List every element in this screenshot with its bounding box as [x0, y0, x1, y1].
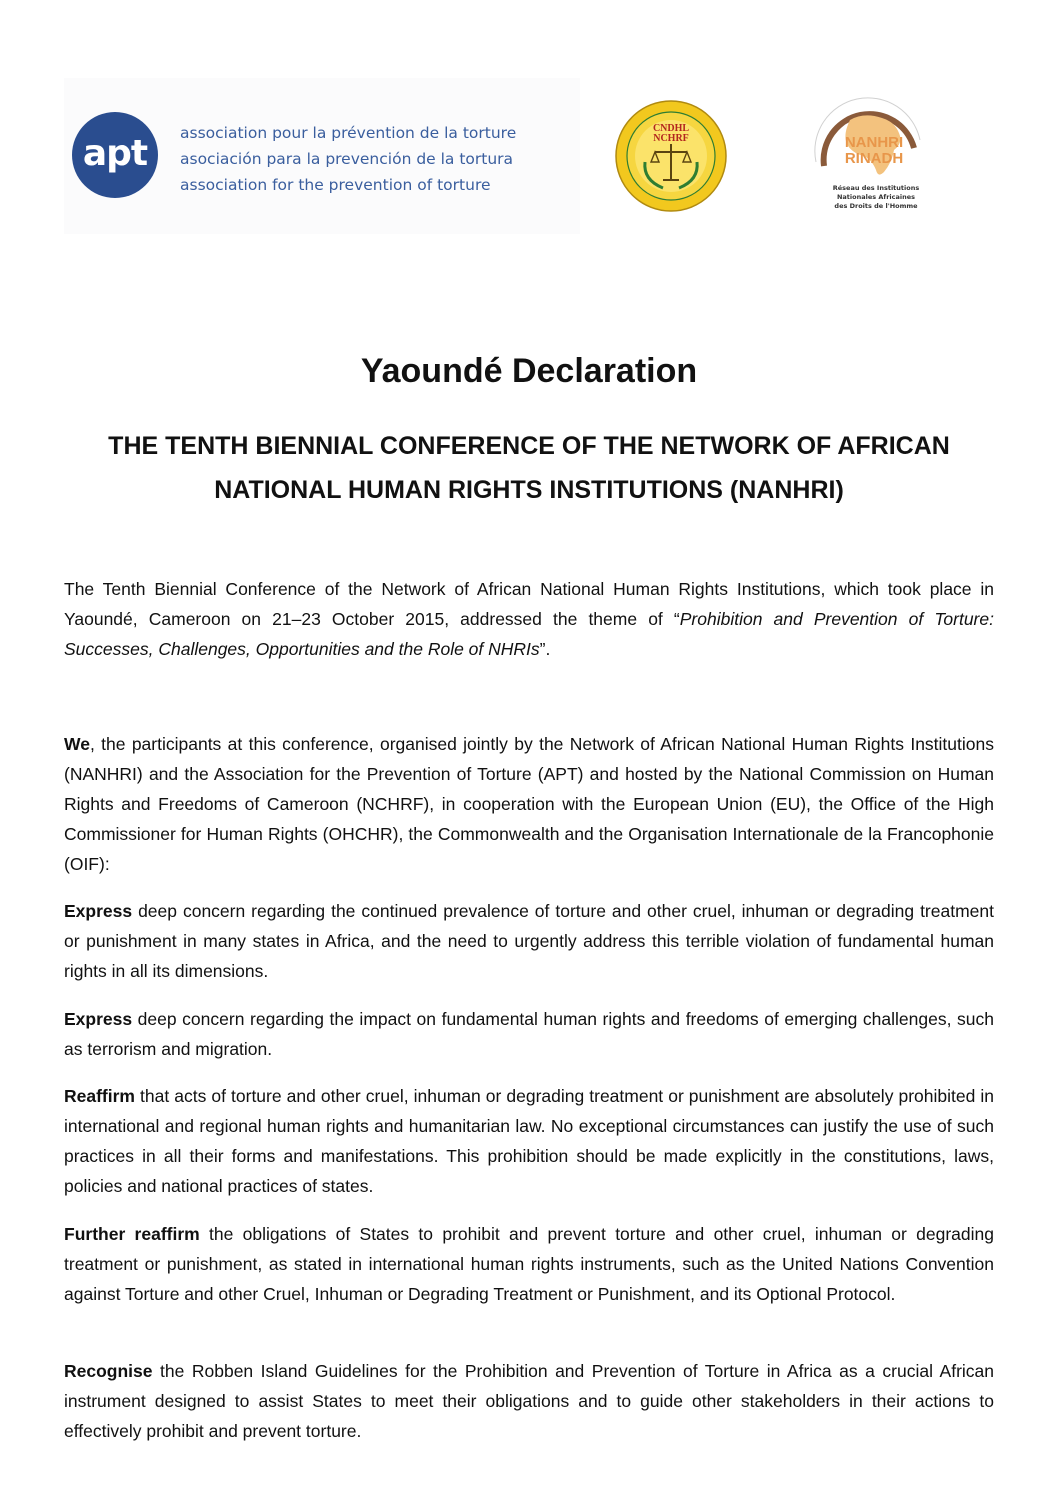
- paragraph-text: deep concern regarding the impact on fundamental human rights and freedoms of emerging challenges, such as terrorism and migration.: [64, 1009, 994, 1059]
- paragraph-we: [64, 729, 994, 879]
- seal-text-nchrf: NCHRF: [653, 133, 689, 144]
- nanhri-caption-2: Nationales Africaines: [836, 193, 916, 201]
- document-title: Yaoundé Declaration: [360, 352, 698, 390]
- paragraph-text: deep concern regarding the continued prevalence of torture and other cruel, inhuman or degrading treatment or punishment in many states in Africa, and the need to urgently address this terrible violation of fundamental human rights in all its dimensions.: [64, 901, 994, 981]
- intro-closing: ”.: [539, 639, 551, 659]
- header-logos: [0, 0, 1058, 250]
- apt-mark: apt: [72, 112, 158, 198]
- nanhri-logo-icon: [802, 92, 936, 222]
- seal-text-cndhl: CNDHL: [652, 123, 690, 134]
- paragraph-express-2: [64, 1004, 994, 1064]
- apt-names: [180, 120, 516, 198]
- paragraph-text: that acts of torture and other cruel, inhuman or degrading treatment or punishment are absolutely prohibited in international and regional human rights and humanitarian law. No exceptional circumstances can justify the use of such practices in all their forms and manifestations. This prohibition should be made explicitly in the constitutions, laws, policies and national practices of states.: [64, 1086, 994, 1196]
- nanhri-caption-3: des Droits de l'Homme: [834, 202, 918, 210]
- paragraph-lead: Express: [64, 901, 133, 921]
- paragraph-text: the Robben Island Guidelines for the Prohibition and Prevention of Torture in Africa as a crucial African instrument designed to assist States to meet their obligations and to guide other stakeholders in their actions to effectively prohibit and prevent torture.: [64, 1361, 994, 1441]
- apt-name-fr: association pour la prévention de la torture: [180, 124, 517, 142]
- nanhri-text: NANHRI: [844, 134, 904, 151]
- paragraph-text: the obligations of States to prohibit and prevent torture and other cruel, inhuman or degrading treatment or punishment, as stated in international human rights instruments, such as the United Nations Convention against Torture and other Cruel, Inhuman or Degrading Treatment or Punishment, and its Optional Protocol.: [64, 1224, 994, 1304]
- paragraph-reaffirm: [64, 1081, 994, 1201]
- paragraph-express-1: [64, 896, 994, 986]
- intro-text: The Tenth Biennial Conference of the Network of African National Human Rights Institutions, which took place in Yaoundé, Cameroon on 21–23 October 2015, addressed the theme of “: [64, 579, 994, 629]
- paragraph-recognise: [64, 1356, 994, 1446]
- paragraph-lead: Further reaffirm: [64, 1224, 200, 1244]
- rinadh-text: RINADH: [844, 150, 904, 167]
- apt-name-en: association for the prevention of torture: [180, 176, 491, 194]
- paragraph-lead: Recognise: [64, 1361, 153, 1381]
- apt-logo: [64, 78, 580, 234]
- paragraph-lead: Reaffirm: [64, 1086, 135, 1106]
- paragraph-lead: We: [64, 734, 90, 754]
- document-subtitle: THE TENTH BIENNIAL CONFERENCE OF THE NETWORK OF AFRICAN NATIONAL HUMAN RIGHTS INSTITUTIONS (NANHRI): [108, 432, 950, 504]
- nanhri-caption-1: Réseau des Institutions: [832, 184, 920, 192]
- paragraph-text: , the participants at this conference, organised jointly by the Network of African National Human Rights Institutions (NANHRI) and the Association for the Prevention of Torture (APT) and hosted by the National Commission on Human Rights and Freedoms of Cameroon (NCHRF), in cooperation with the European Union (EU), the Office of the High Commissioner for Human Rights (OHCHR), the Commonwealth and the Organisation Internationale de la Francophonie (OIF):: [64, 734, 994, 874]
- apt-name-es: asociación para la prevención de la tortura: [180, 150, 514, 168]
- intro-theme: Prohibition and Prevention of Torture: Successes, Challenges, Opportunities and the Role of NHRIs: [64, 609, 994, 659]
- paragraph-further-reaffirm: [64, 1219, 994, 1309]
- intro-paragraph: [64, 574, 994, 664]
- paragraph-lead: Express: [64, 1009, 133, 1029]
- cndhl-seal-icon: [615, 100, 727, 212]
